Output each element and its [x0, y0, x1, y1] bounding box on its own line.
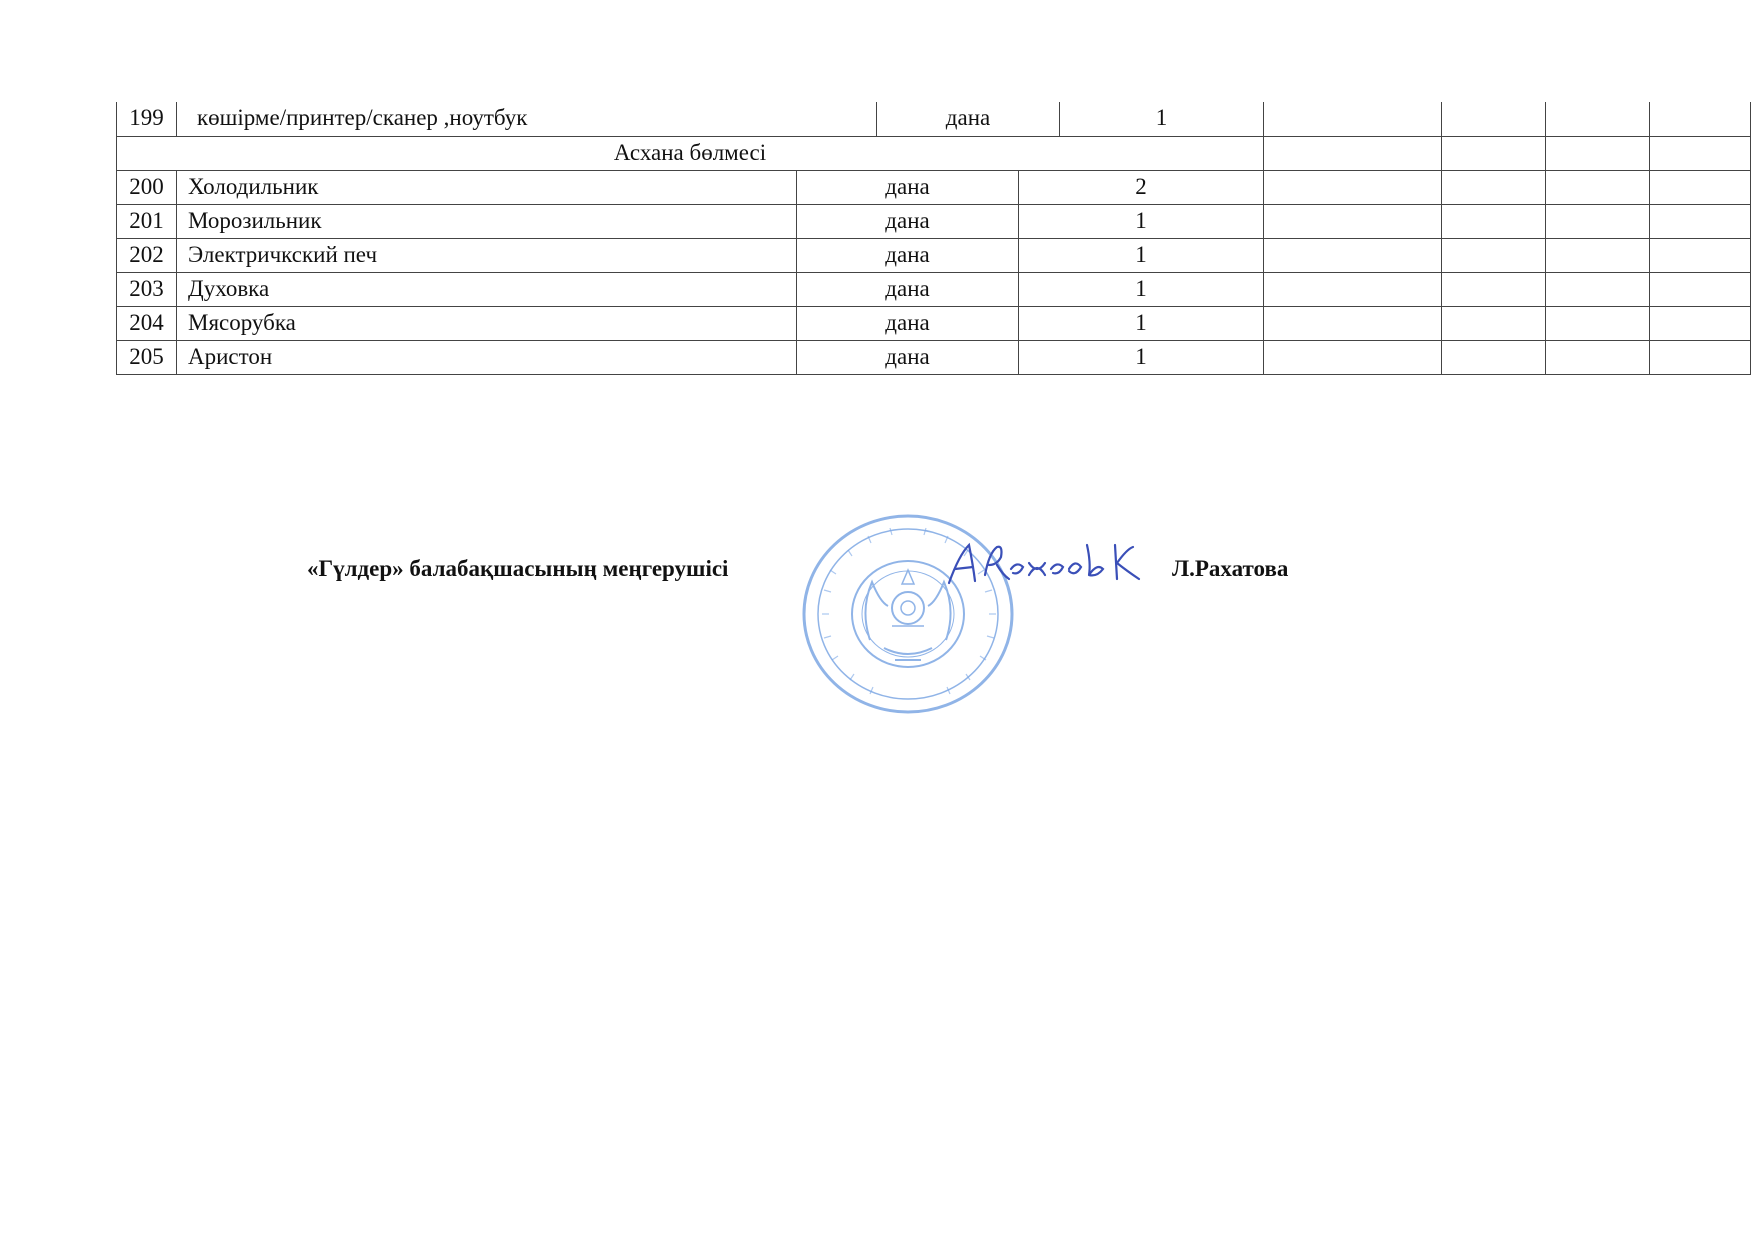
item-quantity: 1	[1018, 238, 1263, 272]
row-number: 205	[116, 340, 176, 375]
item-name: Мясорубка	[176, 306, 796, 340]
item-name: Электричкский печ	[176, 238, 796, 272]
item-unit: дана	[796, 306, 1018, 340]
section-title: Асхана бөлмесі	[116, 136, 1263, 170]
item-name: Морозильник	[176, 204, 796, 238]
item-name: Холодильник	[176, 170, 796, 204]
director-name: Л.Рахатова	[1172, 556, 1289, 581]
item-name: Духовка	[176, 272, 796, 306]
item-quantity: 1	[1018, 340, 1263, 375]
item-quantity: 1	[1018, 306, 1263, 340]
item-unit: дана	[796, 272, 1018, 306]
item-unit: дана	[796, 204, 1018, 238]
row-number: 202	[116, 238, 176, 272]
row-number: 199	[116, 102, 176, 136]
item-unit: дана	[876, 102, 1059, 136]
item-name: Аристон	[176, 340, 796, 375]
item-unit: дана	[796, 340, 1018, 375]
item-quantity: 1	[1059, 102, 1263, 136]
item-unit: дана	[796, 170, 1018, 204]
item-unit: дана	[796, 238, 1018, 272]
row-number: 204	[116, 306, 176, 340]
item-quantity: 1	[1018, 272, 1263, 306]
item-quantity: 2	[1018, 170, 1263, 204]
row-number: 201	[116, 204, 176, 238]
item-name: көшірме/принтер/сканер ,ноутбук	[176, 102, 876, 136]
handwritten-signature	[945, 535, 1155, 595]
row-number: 203	[116, 272, 176, 306]
row-number: 200	[116, 170, 176, 204]
director-position: «Гүлдер» балабақшасының меңгерушісі	[307, 556, 729, 581]
item-quantity: 1	[1018, 204, 1263, 238]
